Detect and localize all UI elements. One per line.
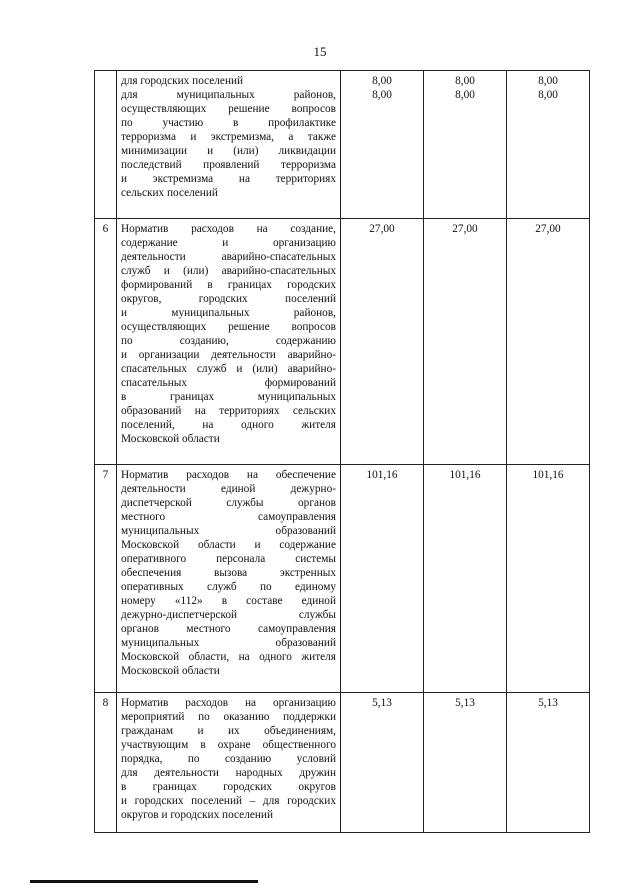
description-line: спасательных служб и (или) аварийно- (121, 363, 336, 375)
description-line: и муниципальных районов, (121, 307, 336, 319)
value-cell (424, 71, 507, 219)
description-line: содержание и организацию (121, 237, 336, 249)
description-line: образований на территориях сельских (121, 405, 336, 417)
description-line: для муниципальных районов, (121, 89, 336, 101)
value-text: 101,16 (532, 469, 564, 481)
description-line: Норматив расходов на обеспечение (121, 469, 336, 481)
value-cell (341, 219, 424, 465)
description-line: последствий проявлений терроризма (121, 159, 336, 171)
value-cell (424, 219, 507, 465)
description-line: Московской области, на одного жителя (121, 651, 336, 663)
value-text: 8,00 (538, 75, 558, 87)
description-line: в границах муниципальных (121, 391, 336, 403)
value-text: 5,13 (372, 697, 392, 709)
norms-table (94, 70, 590, 833)
description-line: поселений, на одного жителя (121, 419, 336, 431)
value-cell (507, 71, 590, 219)
description-line: диспетчерской службы органов (121, 497, 336, 509)
description-line: и организации деятельности аварийно- (121, 349, 336, 361)
footer-rule (30, 880, 258, 883)
table-row (95, 71, 590, 219)
row-number: 8 (95, 693, 117, 833)
description-line: муниципальных образований (121, 637, 336, 649)
value-text: 8,00 (538, 89, 558, 101)
description-line: формирований в границах городских (121, 279, 336, 291)
value-text: 101,16 (366, 469, 398, 481)
description-line: местного самоуправления (121, 511, 336, 523)
value-text: 27,00 (452, 223, 478, 235)
value-text: 8,00 (455, 89, 475, 101)
row-description (117, 693, 341, 833)
value-cell (507, 465, 590, 693)
value-text: 8,00 (455, 75, 475, 87)
description-line: муниципальных образований (121, 525, 336, 537)
value-cell (424, 693, 507, 833)
description-line: округов и городских поселений (121, 809, 273, 821)
description-line: деятельности аварийно-спасательных (121, 251, 336, 263)
value-text: 5,13 (455, 697, 475, 709)
row-description (117, 219, 341, 465)
value-cell (341, 693, 424, 833)
value-text: 27,00 (369, 223, 395, 235)
row-description (117, 465, 341, 693)
value-text: 5,13 (538, 697, 558, 709)
description-line: по созданию, содержанию (121, 335, 336, 347)
value-text: 27,00 (535, 223, 561, 235)
row-number: 6 (95, 219, 117, 465)
value-text: 101,16 (449, 469, 481, 481)
description-line: деятельности единой дежурно- (121, 483, 336, 495)
table-row (95, 693, 590, 833)
description-line: Московской области и содержание (121, 539, 336, 551)
description-line: участвующим в охране общественного (121, 739, 336, 751)
page-number: 15 (313, 44, 327, 59)
description-line: терроризма и экстремизма, а также (121, 131, 336, 143)
description-line: оперативных служб по единому (121, 581, 336, 593)
table-row (95, 219, 590, 465)
description-line: номеру «112» в составе единой (121, 595, 336, 607)
description-line: Норматив расходов на создание, (121, 223, 336, 235)
description-line: оперативного персонала системы (121, 553, 336, 565)
value-cell (507, 693, 590, 833)
description-line: Норматив расходов на организацию (121, 697, 336, 709)
description-line: осуществляющих решение вопросов (121, 321, 336, 333)
description-line: по участию в профилактике (121, 117, 336, 129)
description-line: в границах городских округов (121, 781, 336, 793)
description-line: Московской области (121, 665, 220, 677)
value-cell (424, 465, 507, 693)
description-line: и экстремизма на территориях (121, 173, 336, 185)
description-line: Московской области (121, 433, 220, 445)
value-cell (341, 465, 424, 693)
description-line: сельских поселений (121, 187, 218, 199)
description-line: и городских поселений – для городских (121, 795, 336, 807)
row-description (117, 71, 341, 219)
description-line: минимизации и (или) ликвидации (121, 145, 336, 157)
value-text: 8,00 (372, 75, 392, 87)
description-line: дежурно-диспетчерской службы (121, 609, 336, 621)
row-number: 7 (95, 465, 117, 693)
description-line: спасательных формирований (121, 377, 336, 389)
value-cell (341, 71, 424, 219)
description-line: обеспечения вызова экстренных (121, 567, 336, 579)
table-row (95, 465, 590, 693)
description-line: органов местного самоуправления (121, 623, 336, 635)
description-line: гражданам и их объединениям, (121, 725, 336, 737)
description-line: для деятельности народных дружин (121, 767, 336, 779)
description-line: порядка, по созданию условий (121, 753, 336, 765)
description-line: мероприятий по оказанию поддержки (121, 711, 336, 723)
description-line: служб и (или) аварийно-спасательных (121, 265, 336, 277)
value-cell (507, 219, 590, 465)
description-line: округов, городских поселений (121, 293, 336, 305)
row-number (95, 71, 117, 219)
value-text: 8,00 (372, 89, 392, 101)
description-line: для городских поселений (121, 75, 244, 87)
description-line: осуществляющих решение вопросов (121, 103, 336, 115)
